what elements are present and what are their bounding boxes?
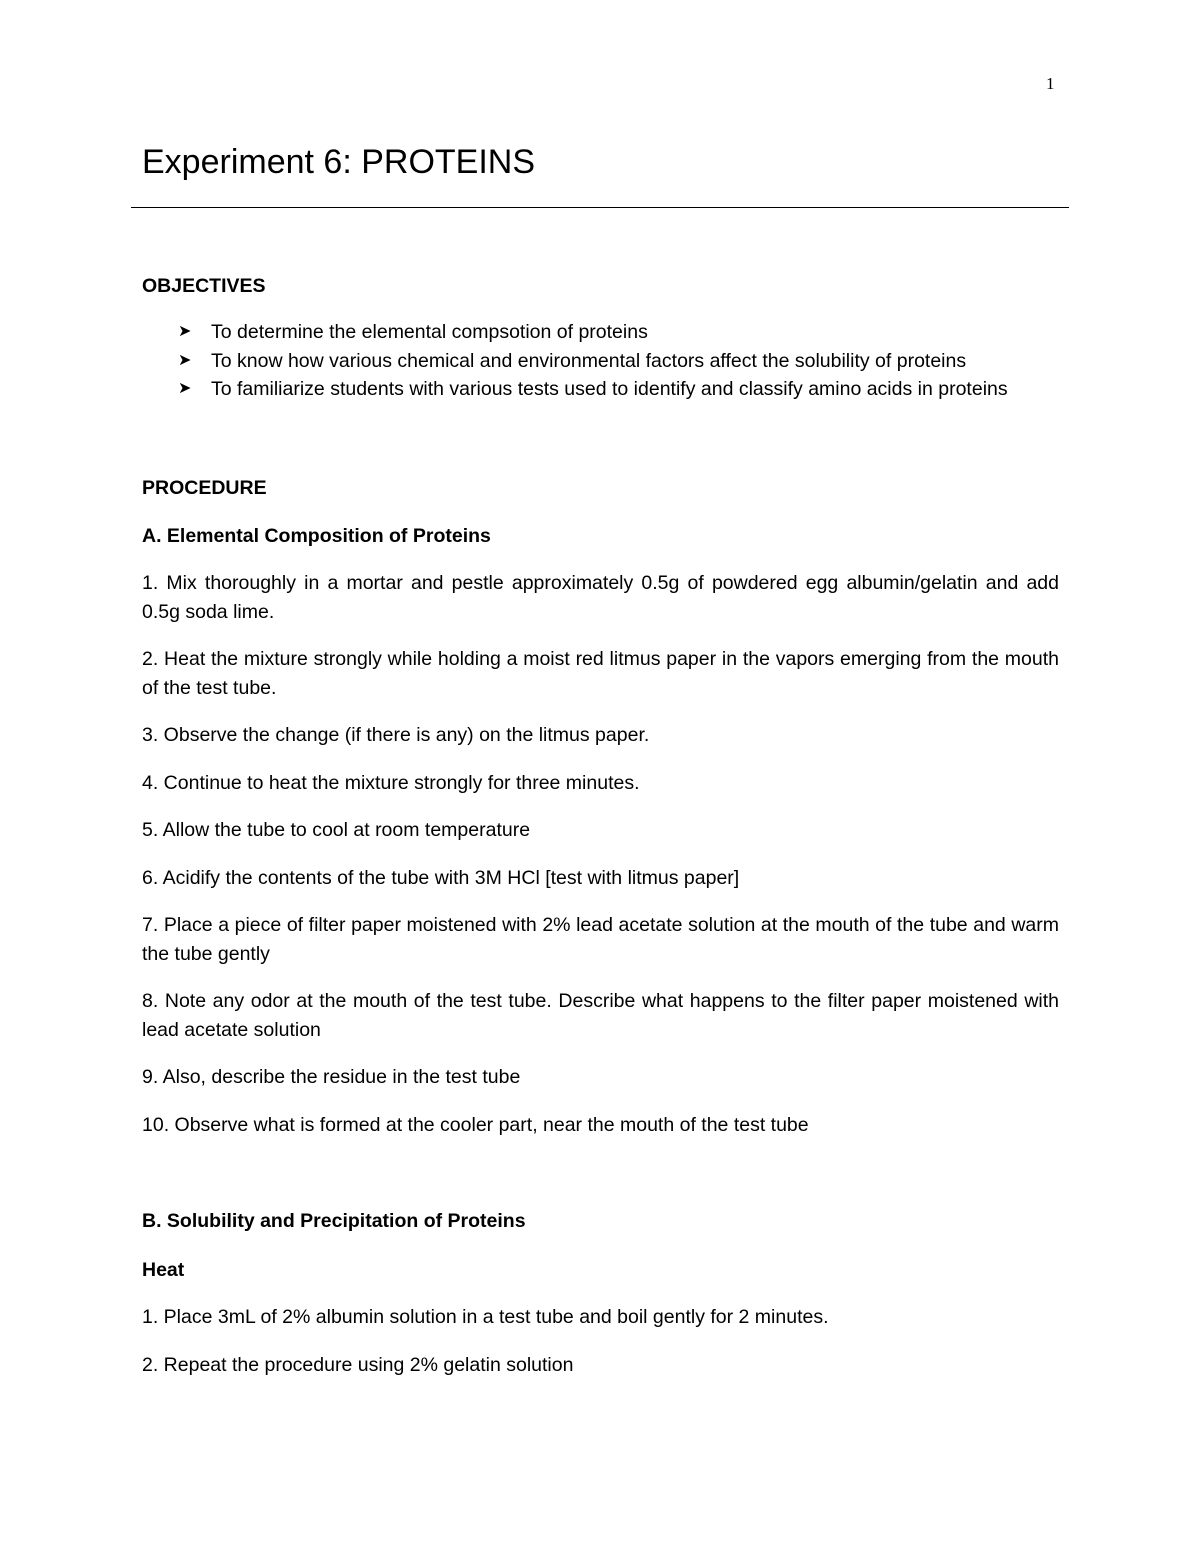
objectives-heading: OBJECTIVES: [142, 275, 266, 297]
procedure-step: 2. Heat the mixture strongly while holding a moist red litmus paper in the vapors emerging from the mouth of the test tube.: [142, 648, 1059, 699]
section-b-steps: [142, 1303, 1059, 1379]
arrowhead-bullet-icon: ➤: [178, 323, 192, 340]
procedure-step: 7. Place a piece of filter paper moistened with 2% lead acetate solution at the mouth of the tube and warm the tube gently: [142, 914, 1059, 965]
procedure-step: 6. Acidify the contents of the tube with 3M HCl [test with litmus paper]: [142, 866, 740, 889]
section-a-steps: [142, 569, 1059, 1139]
procedure-step: 10. Observe what is formed at the cooler part, near the mouth of the test tube: [142, 1113, 809, 1136]
objective-item: [142, 318, 1059, 347]
section-b-heading: B. Solubility and Precipitation of Proteins: [142, 1210, 526, 1232]
procedure-step: 4. Continue to heat the mixture strongly for three minutes.: [142, 771, 640, 794]
objective-item: [142, 375, 1059, 404]
procedure-step: 2. Repeat the procedure using 2% gelatin solution: [142, 1353, 574, 1376]
objective-text: To determine the elemental compsotion of proteins: [211, 321, 648, 343]
page-title: Experiment 6: PROTEINS: [142, 143, 536, 181]
document-body: [142, 272, 1059, 1379]
procedure-step: 5. Allow the tube to cool at room temperature: [142, 819, 531, 841]
procedure-heading: PROCEDURE: [142, 476, 267, 499]
procedure-step: 9. Also, describe the residue in the test tube: [142, 1066, 521, 1088]
procedure-step: 3. Observe the change (if there is any) on the litmus paper.: [142, 724, 650, 746]
objectives-list: [142, 318, 1059, 404]
section-b-subheading: Heat: [142, 1258, 185, 1281]
procedure-step: 1. Mix thoroughly in a mortar and pestle approximately 0.5g of powdered egg albumin/gelatin and add 0.5g soda lime.: [142, 572, 1059, 623]
title-divider: [131, 207, 1069, 208]
procedure-step: 1. Place 3mL of 2% albumin solution in a test tube and boil gently for 2 minutes.: [142, 1306, 829, 1328]
page-number: 1: [1046, 74, 1055, 93]
procedure-step: 8. Note any odor at the mouth of the test tube. Describe what happens to the filter paper moistened with lead acetate solution: [142, 990, 1059, 1041]
arrowhead-bullet-icon: ➤: [178, 351, 192, 369]
objective-text: To familiarize students with various tests used to identify and classify amino acids in proteins: [211, 378, 1008, 400]
objective-item: [142, 347, 1059, 376]
objective-text: To know how various chemical and environmental factors affect the solubility of proteins: [211, 349, 967, 372]
arrowhead-bullet-icon: ➤: [178, 380, 192, 397]
section-a-heading: A. Elemental Composition of Proteins: [142, 524, 491, 547]
